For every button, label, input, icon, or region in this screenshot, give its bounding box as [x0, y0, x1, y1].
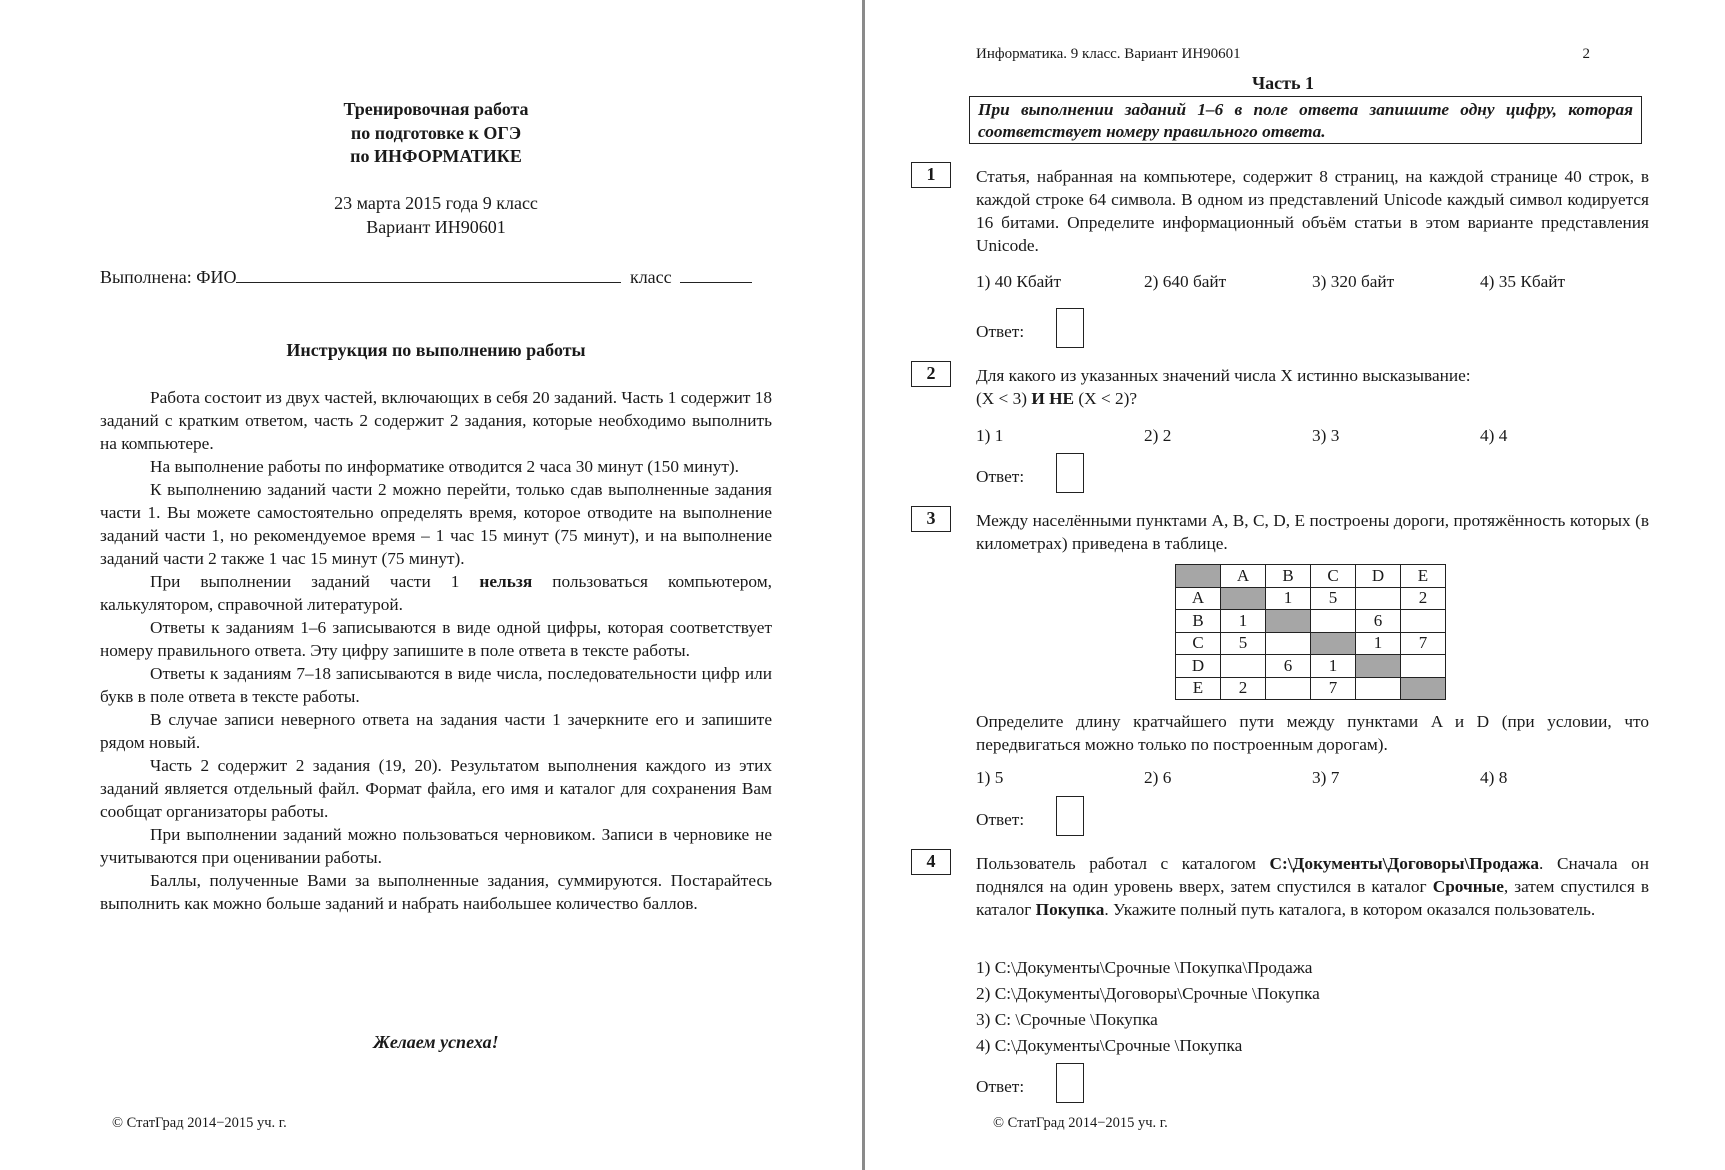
question-number-2: 2 — [911, 361, 951, 387]
answer-box-3[interactable] — [1056, 796, 1084, 836]
option[interactable]: 2) 6 — [1144, 768, 1172, 787]
answer-row-3 — [976, 810, 1024, 830]
fio-label: Выполнена: ФИО — [100, 267, 237, 287]
question-3-text-2: Определите длину кратчайшего пути между пунктами A и D (при условии, что передвигаться можно только по построенным дорогам). — [976, 712, 1649, 754]
question-number-4: 4 — [911, 849, 951, 875]
part-instructions-box: При выполнении заданий 1–6 в поле ответа запишите одну цифру, которая соответствует номеру правильного ответа. — [969, 96, 1642, 144]
copyright-footer: © СтатГрад 2014−2015 уч. г. — [993, 1115, 1168, 1131]
table-cell — [1356, 677, 1401, 700]
date-line: 23 марта 2015 года 9 класс — [334, 193, 538, 213]
table-cell — [1221, 655, 1266, 678]
table-cell: 6 — [1356, 610, 1401, 633]
table-row — [1176, 677, 1446, 700]
option[interactable]: 4) 8 — [1480, 768, 1508, 787]
answer-label: Ответ: — [976, 810, 1025, 829]
table-cell: 2 — [1221, 677, 1266, 700]
table-cell: 1 — [1266, 587, 1311, 610]
table-cell — [1176, 565, 1221, 588]
instruction-paragraph: На выполнение работы по информатике отводится 2 часа 30 минут (150 минут). — [150, 457, 739, 476]
table-cell: D — [1176, 655, 1221, 678]
table-header-row — [1176, 565, 1446, 588]
closing-wish: Желаем успеха! — [373, 1032, 499, 1052]
table-cell: D — [1356, 565, 1401, 588]
answer-label: Ответ: — [976, 1077, 1025, 1096]
option[interactable]: 4) 4 — [1480, 426, 1508, 445]
table-cell — [1401, 610, 1446, 633]
table-cell: 1 — [1356, 632, 1401, 655]
table-row — [1176, 587, 1446, 610]
question-number-1: 1 — [911, 162, 951, 188]
right-page — [866, 0, 1725, 1170]
table-cell — [1311, 632, 1356, 655]
table-cell — [1266, 610, 1311, 633]
answer-row-2 — [976, 467, 1024, 487]
fio-line — [100, 267, 772, 288]
distance-table — [1175, 564, 1446, 700]
option[interactable]: 3) 3 — [1312, 426, 1340, 445]
table-cell — [1401, 655, 1446, 678]
page-number: 2 — [1582, 46, 1590, 62]
answer-box-4[interactable] — [1056, 1063, 1084, 1103]
table-row — [1176, 610, 1446, 633]
answer-box-1[interactable] — [1056, 308, 1084, 348]
table-cell: E — [1176, 677, 1221, 700]
option[interactable]: 1) C:\Документы\Срочные \Покупка\Продажа — [976, 958, 1313, 977]
instruction-paragraph: Часть 2 содержит 2 задания (19, 20). Результатом выполнения каждого из этих заданий является отдельный файл. Формат файла, его имя и каталог для сохранения Вам сообщат организаторы работы. — [100, 756, 772, 821]
option[interactable]: 4) 35 Кбайт — [1480, 272, 1566, 291]
date-variant-block — [100, 192, 772, 239]
table-cell: E — [1401, 565, 1446, 588]
table-cell: C — [1176, 632, 1221, 655]
instruction-paragraph: Баллы, полученные Вами за выполненные задания, суммируются. Постарайтесь выполнить как можно больше заданий и набрать наибольшее количество баллов. — [100, 871, 772, 913]
question-4-text: Пользователь работал с каталогом C:\Документы\Договоры\Продажа. Сначала он поднялся на один уровень вверх, затем спустился в каталог Срочные, затем спустился в каталог Покупка. Укажите полный путь каталога, в котором оказался пользователь. — [976, 854, 1650, 919]
table-cell: 1 — [1221, 610, 1266, 633]
document-title — [100, 98, 772, 169]
header-title: Информатика. 9 класс. Вариант ИН90601 — [976, 46, 1241, 62]
option[interactable]: 2) 2 — [1144, 426, 1172, 445]
table-cell — [1356, 655, 1401, 678]
table-cell — [1311, 610, 1356, 633]
page-divider — [862, 0, 865, 1170]
class-label: класс — [629, 267, 672, 287]
table-cell — [1356, 587, 1401, 610]
question-3-text: Между населёнными пунктами A, B, C, D, E построены дороги, протяжённость которых (в километрах) приведена в таблице. — [976, 511, 1649, 553]
table-cell: 5 — [1221, 632, 1266, 655]
instructions-body — [100, 386, 772, 915]
instructions-heading: Инструкция по выполнению работы — [286, 340, 586, 360]
table-cell: 6 — [1266, 655, 1311, 678]
table-cell: B — [1176, 610, 1221, 633]
fio-field[interactable] — [236, 268, 621, 283]
table-cell — [1221, 587, 1266, 610]
running-header — [976, 46, 1590, 63]
instruction-paragraph: Ответы к заданиям 1–6 записываются в виде одной цифры, которая соответствует номеру правильного ответа. Эту цифру запишите в поле ответа в тексте работы. — [100, 618, 772, 660]
option[interactable]: 3) 320 байт — [1312, 272, 1395, 291]
question-2-text: Для какого из указанных значений числа X истинно высказывание: (X < 3) И НЕ (X < 2)? — [976, 366, 1471, 408]
table-row — [1176, 655, 1446, 678]
table-cell: 1 — [1311, 655, 1356, 678]
answer-box-2[interactable] — [1056, 453, 1084, 493]
table-cell: 7 — [1311, 677, 1356, 700]
instruction-paragraph: Работа состоит из двух частей, включающих в себя 20 заданий. Часть 1 содержит 18 заданий с кратким ответом, часть 2 содержит 2 задания, которые необходимо выполнить на компьютере. — [100, 388, 772, 453]
question-1-text: Статья, набранная на компьютере, содержит 8 страниц, на каждой странице 40 строк, в каждой строке 64 символа. В одном из представлений Unicode каждый символ кодируется 16 битами. Определите информационный объём статьи в этом варианте представления Unicode. — [976, 167, 1649, 255]
table-cell — [1266, 632, 1311, 655]
table-cell: C — [1311, 565, 1356, 588]
instruction-paragraph: При выполнении заданий части 1 нельзя пользоваться компьютером, калькулятором, справочной литературой. — [100, 572, 772, 614]
table-cell — [1266, 677, 1311, 700]
table-row — [1176, 632, 1446, 655]
table-cell: A — [1176, 587, 1221, 610]
option[interactable]: 4) C:\Документы\Срочные \Покупка — [976, 1036, 1243, 1055]
title-line-3: по ИНФОРМАТИКЕ — [350, 146, 522, 166]
instruction-paragraph: При выполнении заданий можно пользоваться черновиком. Записи в черновике не учитываются при оценивании работы. — [100, 825, 772, 867]
option[interactable]: 3) C: \Срочные \Покупка — [976, 1010, 1158, 1029]
title-line-2: по подготовке к ОГЭ — [350, 122, 522, 143]
option[interactable]: 2) 640 байт — [1144, 272, 1227, 291]
left-page — [0, 0, 862, 1170]
part-title: Часть 1 — [1251, 73, 1315, 93]
option[interactable]: 1) 1 — [976, 426, 1004, 445]
table-cell: 5 — [1311, 587, 1356, 610]
table-cell: B — [1266, 565, 1311, 588]
table-cell: 2 — [1401, 587, 1446, 610]
option[interactable]: 1) 5 — [976, 768, 1004, 787]
class-field[interactable] — [680, 268, 752, 283]
answer-row-4 — [976, 1077, 1024, 1097]
question-4-options — [976, 955, 1649, 1059]
table-cell: A — [1221, 565, 1266, 588]
answer-row-1 — [976, 322, 1024, 342]
option[interactable]: 1) 40 Кбайт — [976, 272, 1062, 291]
instruction-paragraph: К выполнению заданий части 2 можно перейти, только сдав выполненные задания части 1. Вы можете самостоятельно определять время, которое отводите на выполнение заданий части 1, но рекомендуемое время – 1 час 15 минут (75 минут), и на выполнение заданий части 2 также 1 час 15 минут (75 минут). — [100, 480, 772, 568]
option[interactable]: 3) 7 — [1312, 768, 1340, 787]
instruction-paragraph: В случае записи неверного ответа на задания части 1 зачеркните его и запишите рядом новый. — [100, 710, 772, 752]
option[interactable]: 2) C:\Документы\Договоры\Срочные \Покупка — [976, 984, 1320, 1003]
instruction-paragraph: Ответы к заданиям 7–18 записываются в виде числа, последовательности цифр или букв в поле ответа в тексте работы. — [100, 664, 772, 706]
question-number-3: 3 — [911, 506, 951, 532]
table-cell — [1401, 677, 1446, 700]
variant-line: Вариант ИН90601 — [366, 216, 506, 237]
title-line-1: Тренировочная работа — [343, 99, 529, 119]
copyright-footer: © СтатГрад 2014−2015 уч. г. — [112, 1115, 287, 1131]
answer-label: Ответ: — [976, 467, 1025, 486]
emphasis-forbidden: нельзя — [479, 572, 533, 591]
answer-label: Ответ: — [976, 322, 1025, 341]
table-cell: 7 — [1401, 632, 1446, 655]
